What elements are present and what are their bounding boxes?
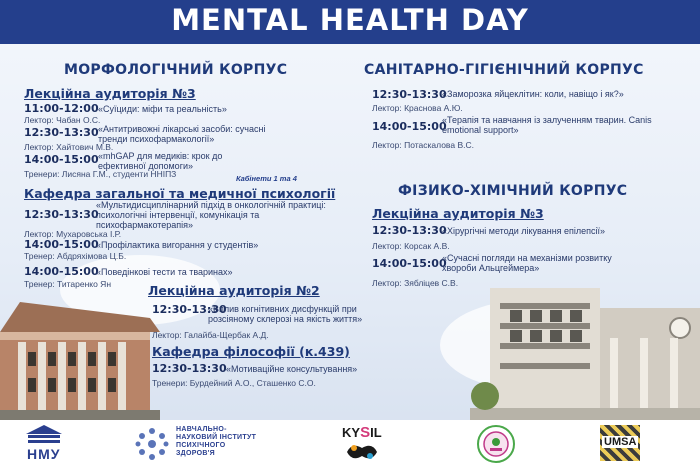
event-lecturer: Лектор: Корсак А.В. bbox=[372, 241, 450, 251]
institute-logo-line-2: НАУКОВИЙ ІНСТИТУТ bbox=[176, 434, 257, 441]
event-title: MENTAL HEALTH DAY bbox=[171, 3, 529, 37]
nmu-logo bbox=[24, 424, 64, 462]
umsa-logo bbox=[600, 425, 640, 461]
event-title: «mhGAP для медиків: крок до ефективної допомоги» bbox=[98, 151, 223, 171]
event-lecturer: Лектор: Галайба-Щербак А.Д. bbox=[152, 330, 269, 340]
event-title: «Антитривожні лікарські засоби: сучасні тренди психофармакології» bbox=[98, 124, 266, 144]
event-time: 11:00-12:00 bbox=[24, 102, 99, 115]
event-lecturer: Лектор: Зябліцев С.В. bbox=[372, 278, 459, 288]
event-time: 14:00-15:00 bbox=[372, 257, 447, 270]
general-medical-psychology-dept-heading: Кафедра загальної та медичної психології bbox=[24, 186, 336, 201]
event-title: «Вплив когнітивних дисфункцій при розсіяному склерозі на якість життя» bbox=[208, 304, 363, 324]
kysil-logo-text-b: S bbox=[360, 424, 371, 441]
sanitary-hygienic-corpus-header: САНІТАРНО-ГІГІЄНІЧНИЙ КОРПУС bbox=[364, 62, 644, 78]
building-icon bbox=[24, 424, 64, 446]
event-title: «Суїциди: міфи та реальність» bbox=[98, 104, 227, 114]
nmu-logo-text: НМУ bbox=[27, 446, 61, 462]
event-title: «Сучасні погляди на механізми розвитку хвороби Альцгеймера» bbox=[442, 253, 612, 273]
event-trainers: Тренери: Бурдейний А.О., Сташенко С.О. bbox=[152, 378, 316, 388]
phys-auditorium-3-heading: Лекційна аудиторія №3 bbox=[372, 206, 544, 221]
kysil-logo-text-a: KY bbox=[342, 425, 361, 440]
event-title: «Терапія та навчання із залученням тварин. Canis emotional support» bbox=[442, 115, 652, 135]
brain-icon bbox=[134, 426, 170, 462]
institute-logo-line-4: ЗДОРОВ'Я bbox=[176, 450, 215, 457]
event-time: 12:30-13:30 bbox=[152, 303, 227, 316]
kysil-splash-icon bbox=[342, 442, 382, 462]
event-time: 12:30-13:30 bbox=[152, 362, 227, 375]
event-title: «Поведінкові тести та тваринах» bbox=[96, 267, 233, 277]
physico-chemical-building-image bbox=[470, 268, 700, 422]
event-trainer: Тренер: Титаренко Ян bbox=[24, 279, 112, 289]
morph-auditorium-3-heading: Лекційна аудиторія №3 bbox=[24, 86, 196, 101]
morph-auditorium-2-heading: Лекційна аудиторія №2 bbox=[148, 283, 320, 298]
event-lecturer: Лектор: Потаскалова В.С. bbox=[372, 140, 474, 150]
event-time: 14:00-15:00 bbox=[24, 265, 99, 278]
event-lecturer: Лектор: Хайтович М.В. bbox=[24, 142, 114, 152]
event-time: 14:00-15:00 bbox=[24, 153, 99, 166]
morphological-corpus-header: МОРФОЛОГІЧНИЙ КОРПУС bbox=[64, 62, 288, 78]
event-trainers: Тренери: Лисяна Г.М., студенти ННІПЗ bbox=[24, 169, 177, 179]
kysil-logo bbox=[342, 424, 402, 464]
cabinets-note: Кабінети 1 та 4 bbox=[236, 174, 297, 183]
event-time: 14:00-15:00 bbox=[24, 238, 99, 251]
event-trainer: Тренер: Абдряхімова Ц.Б. bbox=[24, 251, 127, 261]
event-time: 12:30-13:30 bbox=[372, 224, 447, 237]
physico-chemical-corpus-header: ФІЗИКО-ХІМІЧНИЙ КОРПУС bbox=[398, 183, 628, 199]
philosophy-dept-heading: Кафедра філософії (к.439) bbox=[152, 344, 350, 359]
event-lecturer: Лектор: Чабан О.С. bbox=[24, 115, 101, 125]
institute-logo-line-1: НАВЧАЛЬНО- bbox=[176, 426, 227, 433]
event-lecturer: Лектор: Краснова А.Ю. bbox=[372, 103, 463, 113]
event-title: «Мультидисциплінарний підхід в онкологічній практиці: психологічні інтервенції, комунікація та психофармакотерапія» bbox=[96, 200, 326, 230]
event-title: «Хірургічні методи лікування епілепсії» bbox=[442, 226, 606, 236]
event-time: 12:30-13:30 bbox=[24, 126, 99, 139]
kysil-logo-text-c: IL bbox=[370, 425, 382, 440]
event-title: «Мотиваційне консультування» bbox=[226, 364, 358, 374]
event-time: 12:30-13:30 bbox=[372, 88, 447, 101]
morphological-building-image bbox=[0, 292, 160, 422]
student-org-round-logo bbox=[476, 424, 516, 464]
institute-logo-line-3: ПСИХІЧНОГО bbox=[176, 442, 226, 449]
event-lecturer: Лектор: Мухаровська І.Р. bbox=[24, 229, 122, 239]
event-title: «Профілактика вигорання у студентів» bbox=[96, 240, 259, 250]
event-title: «Заморозка яйцеклітин: коли, навіщо і як?» bbox=[442, 89, 624, 99]
event-time: 12:30-13:30 bbox=[24, 208, 99, 221]
umsa-logo-text: UMSA bbox=[604, 436, 637, 448]
event-time: 14:00-15:00 bbox=[372, 120, 447, 133]
